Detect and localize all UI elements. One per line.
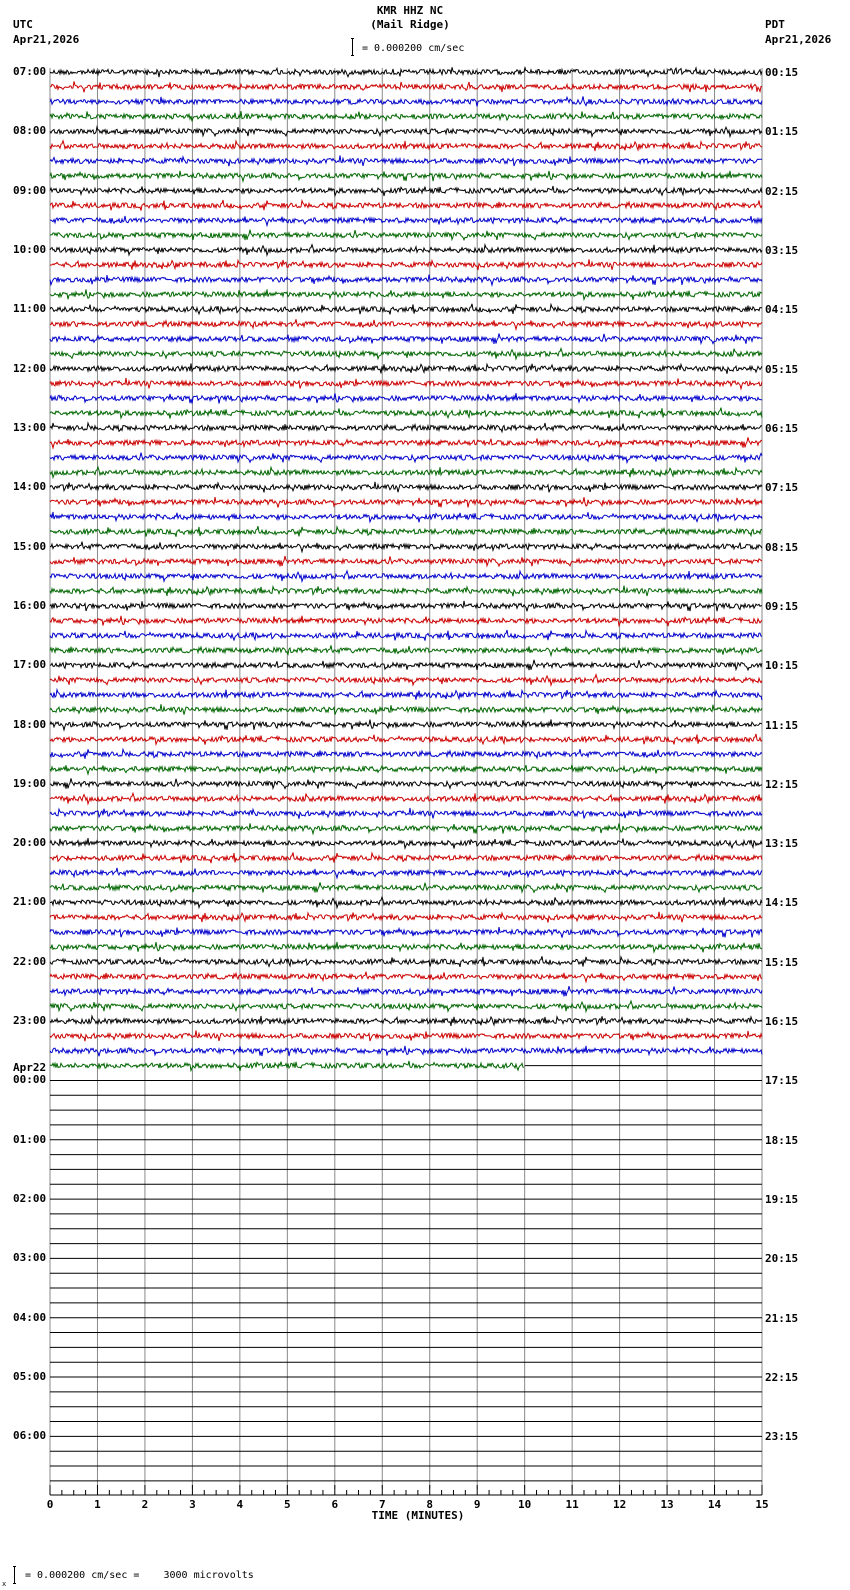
x-tick-label: 0 [46,1498,54,1511]
trace-row-38 [50,630,762,641]
trace-row-11 [50,230,762,240]
trace-row-32 [50,542,762,552]
x-tick-label: 2 [141,1498,149,1511]
trace-row-41 [50,675,762,686]
trace-row-42 [50,690,762,700]
trace-row-34 [50,571,762,581]
station-title: KMR HHZ NC [376,4,444,17]
trace-row-40 [50,660,762,670]
trace-lines [50,67,762,1481]
pdt-hour-label: 11:15 [765,718,799,732]
trace-row-60 [50,956,762,967]
x-tick-label: 7 [378,1498,386,1511]
trace-row-30 [50,512,762,522]
x-tick-label: 5 [284,1498,291,1511]
utc-hour-label: 05:00 [13,1370,47,1384]
trace-row-13 [50,259,762,270]
trace-row-25 [50,437,762,448]
utc-hour-label: 15:00 [13,539,47,553]
trace-row-29 [50,497,762,507]
pdt-hour-label: 22:15 [765,1371,799,1385]
trace-row-49 [50,793,762,803]
pdt-hour-label: 10:15 [765,659,799,673]
trace-row-26 [50,453,762,463]
x-tick-label: 9 [473,1498,481,1511]
pdt-hour-label: 21:15 [765,1311,799,1325]
trace-row-53 [50,853,762,864]
utc-hour-label: 01:00 [13,1132,47,1146]
utc-hour-label: 14:00 [13,480,47,494]
x-axis [47,1485,769,1511]
utc-hour-label: 04:00 [13,1310,47,1324]
x-tick-label: 4 [236,1498,244,1511]
trace-row-9 [50,200,762,211]
x-tick-label: 11 [565,1498,579,1511]
pdt-hour-label: 03:15 [765,243,799,257]
pdt-hour-label: 07:15 [765,481,799,495]
trace-row-5 [50,141,762,151]
utc-hour-label: 10:00 [13,242,47,256]
left-timezone: UTC [13,18,33,31]
utc-hour-label: 11:00 [13,302,47,316]
trace-row-52 [50,838,762,848]
trace-row-31 [50,526,762,537]
trace-row-55 [50,882,762,892]
trace-row-62 [50,986,762,996]
x-axis-label: TIME (MINUTES) [371,1509,465,1522]
utc-hour-label: 13:00 [13,420,47,434]
trace-row-6 [50,156,762,167]
pdt-hour-label: 08:15 [765,540,799,554]
utc-hour-label: 20:00 [13,836,47,850]
pdt-hour-label: 18:15 [765,1133,799,1147]
utc-hour-label: 19:00 [13,776,47,790]
left-date: Apr21,2026 [13,33,80,46]
trace-row-21 [50,378,762,389]
trace-row-43 [50,704,762,715]
trace-row-27 [50,467,762,477]
trace-row-46 [50,749,762,759]
utc-hour-label: 12:00 [13,361,47,375]
trace-row-50 [50,808,762,819]
trace-row-10 [50,216,762,225]
footer-scale-bar-icon [13,1566,16,1584]
trace-row-36 [50,601,762,611]
trace-row-0 [50,67,762,77]
trace-row-16 [50,304,762,315]
pdt-hour-label: 01:15 [765,125,799,139]
trace-row-63 [50,1001,762,1011]
pdt-hour-label: 19:15 [765,1193,799,1207]
trace-row-48 [50,778,762,788]
trace-row-65 [50,1031,762,1042]
pdt-hour-label: 23:15 [765,1430,799,1444]
trace-row-20 [50,363,762,373]
x-tick-label: 8 [426,1498,434,1511]
utc-hour-label: 03:00 [13,1251,47,1265]
pdt-hour-label: 09:15 [765,599,799,613]
utc-hour-label: 18:00 [13,717,47,731]
x-tick-label: 15 [755,1498,769,1511]
x-tick-label: 3 [189,1498,196,1511]
station-location: (Mail Ridge) [370,18,450,31]
utc-hour-label: 00:00 [13,1073,47,1087]
pdt-hour-label: 16:15 [765,1015,799,1029]
trace-row-58 [50,927,762,938]
pdt-hour-label: 20:15 [765,1252,799,1266]
pdt-hour-label: 05:15 [765,362,799,376]
trace-row-2 [50,96,762,106]
x-tick-label: 1 [94,1498,101,1511]
footer-calibration: = 0.000200 cm/sec = 3000 microvolts [25,1570,254,1581]
trace-row-4 [50,127,762,136]
utc-hour-label: 06:00 [13,1429,47,1443]
utc-hour-label: 17:00 [13,658,47,672]
trace-row-15 [50,289,762,299]
trace-row-28 [50,482,762,493]
trace-row-47 [50,765,762,774]
trace-row-64 [50,1016,762,1026]
x-tick-label: 6 [331,1498,339,1511]
trace-row-1 [50,81,762,92]
pdt-hour-label: 06:15 [765,421,799,435]
utc-hour-label: 23:00 [13,1014,47,1028]
trace-row-57 [50,912,762,923]
x-tick-label: 13 [660,1498,674,1511]
scale-bar-icon [351,38,354,56]
trace-row-3 [50,111,762,121]
trace-row-59 [50,942,762,952]
utc-hour-label: 16:00 [13,598,47,612]
trace-row-8 [50,186,762,196]
trace-row-45 [50,734,762,745]
trace-row-61 [50,972,762,982]
trace-row-37 [50,616,762,626]
trace-row-24 [50,423,762,432]
pdt-hour-label: 12:15 [765,777,799,791]
date-change-label: Apr22 [13,1061,47,1074]
trace-row-54 [50,868,762,878]
pdt-hour-label: 04:15 [765,303,799,317]
trace-row-35 [50,586,762,597]
trace-row-17 [50,319,762,329]
trace-row-51 [50,823,762,833]
footer-marker-icon: x [2,1580,7,1588]
right-timezone: PDT [765,18,785,31]
utc-hour-label: 22:00 [13,954,47,968]
pdt-hour-label: 00:15 [765,66,799,79]
pdt-hour-label: 13:15 [765,837,799,851]
utc-hour-label: 02:00 [13,1192,47,1206]
x-tick-label: 12 [612,1498,627,1511]
scale-label: = 0.000200 cm/sec [362,43,465,54]
utc-hour-label: 07:00 [13,65,47,78]
x-tick-label: 10 [518,1498,532,1511]
utc-hour-label: 21:00 [13,895,47,909]
trace-row-23 [50,408,762,419]
pdt-hour-label: 02:15 [765,184,799,198]
trace-row-56 [50,897,762,907]
pdt-hour-label: 14:15 [765,896,799,910]
trace-row-33 [50,556,762,566]
x-tick-label: 14 [707,1498,722,1511]
trace-row-39 [50,645,762,655]
trace-row-22 [50,393,762,403]
utc-hour-label: 09:00 [13,183,47,197]
pdt-hour-label: 15:15 [765,955,799,969]
trace-row-14 [50,275,762,285]
trace-row-19 [50,349,762,359]
right-date: Apr21,2026 [765,33,832,46]
trace-row-18 [50,334,762,344]
utc-hour-label: 08:00 [13,124,47,138]
pdt-hour-label: 17:15 [765,1074,799,1088]
trace-row-66 [50,1046,762,1056]
trace-row-7 [50,171,762,181]
trace-row-12 [50,245,762,255]
trace-row-44 [50,720,762,730]
